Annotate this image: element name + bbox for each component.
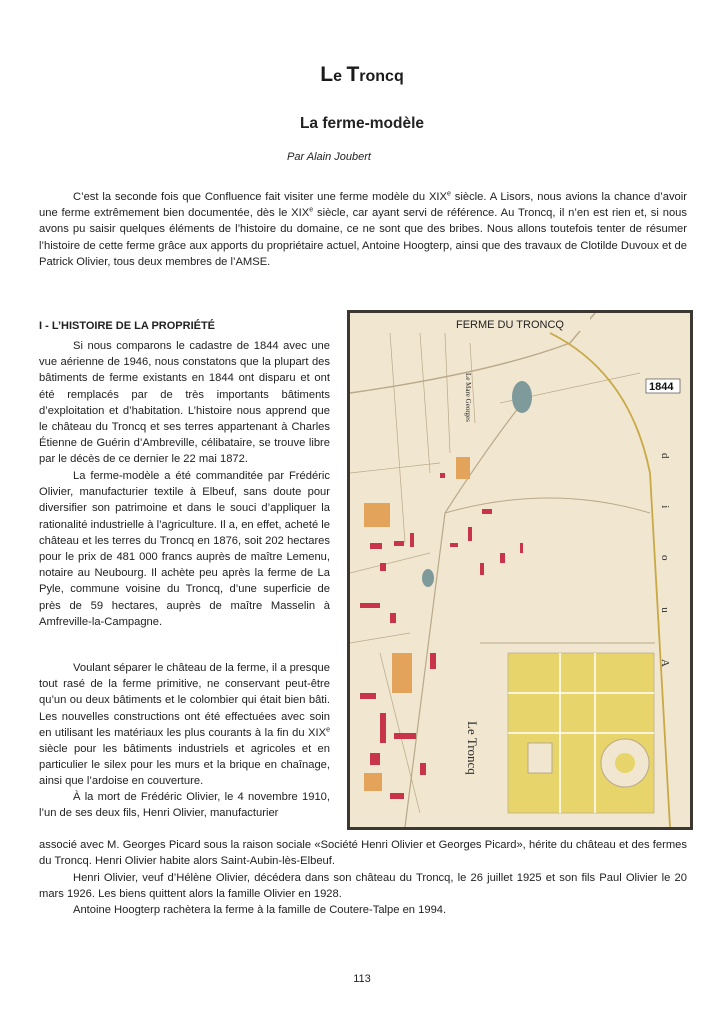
map-road-name: Le Mare Georges (464, 373, 472, 422)
cadastre-map (350, 313, 690, 827)
cadastre-map-figure (347, 310, 693, 830)
map-edge-label: d i o u A (659, 453, 671, 689)
body-paragraph-6: Antoine Hoogterp rachètera la ferme à la famille de Coutere-Talpe en 1994. (73, 904, 447, 916)
map-label: FERME DU TRONCQ (456, 319, 564, 331)
map-village-name: Le Troncq (465, 721, 480, 775)
pond-north (512, 381, 532, 413)
page-number: 113 (353, 973, 371, 985)
section-heading: I - L’HISTOIRE DE LA PROPRIÉTÉ (39, 320, 216, 332)
body-paragraph-2: La ferme-modèle a été commanditée par Frédéric Olivier, manufacturier textile à Elbeuf, sans doute pour diversifier son patrimoine et dans le souci d’appliquer la rationalité industrielle à l’agriculture. Il a, en effet, acheté le château et les terres du Troncq en 1876, soit 202 hectares pour le prix de 481 000 francs auprès de maître Lemenu, notaire au Neubourg. Il achète peu après la ferme de La Pyle, commune voisine du Troncq, d’une superficie de près de 59 hectares, auprès de maître Masselin à Amfreville-la-Campagne. (39, 470, 330, 628)
pond-west (422, 569, 434, 587)
body-paragraph-5: Henri Olivier, veuf d’Hélène Olivier, décédera dans son château du Troncq, le 26 juillet 1925 et son fils Paul Olivier le 20 mars 1926. Les biens quittent alors la famille Olivier en 1928. (39, 872, 687, 901)
body-paragraph-3: Voulant séparer le château de la ferme, il a presque tout rasé de la ferme primitive, ne conservant peut-être qu’un ou deux bâtiments et le colombier qui était bien bâti. Les nouvelles constructions ont été effectuées avec soin en utilisant les matériaux les plus courants à la fin du XIXe siècle pour les bâtiments industriels et agricoles et en particulier le silex pour les murs et la brique en chaînage, ainsi que l’ardoise en couverture. (39, 662, 330, 788)
body-paragraph-4: À la mort de Frédéric Olivier, le 4 novembre 1910, l’un de ses deux fils, Henri Olivier, manufacturier (39, 791, 330, 820)
body-paragraph-1: Si nous comparons le cadastre de 1844 avec une vue aérienne de 1946, nous constatons que la plupart des bâtiments de ferme existants en 1844 ont disparu et ont été remplacés par de très importants bâtiments d’exploitation et d’habitation. L’histoire nous apprend que le château du Troncq et ses terres appartenant à Charles Étienne de Guérin d’Ambreville, célibataire, se trouve libre par le décès de ce dernier le 22 mai 1872. (39, 340, 330, 466)
body-paragraph-4-continued: associé avec M. Georges Picard sous la raison sociale «Société Henri Olivier et Georges Picard», hérite du château et des fermes du Troncq. Henri Olivier habite alors Saint-Aubin-lès-Elbeuf. (39, 839, 687, 868)
intro-paragraph: C’est la seconde fois que Confluence fait visiter une ferme modèle du XIXe siècle. A Lisors, nous avions la chance d’avoir une ferme extrêmement bien documentée, dès le XIXe siècle, car ayant servi de référence. Au Troncq, il n’en est rien et, si nous avons pu saisir quelques éléments de l’histoire du domaine, ce ne sont que des bribes. Nous allons toutefois tenter de résumer l’histoire de cette ferme grâce aux apports du propriétaire actuel, Antoine Hoogterp, ainsi que des travaux de Clotilde Duvoux et de Patrick Olivier, tous deux membres de l’AMSE. (39, 190, 687, 268)
page-subtitle: La ferme-modèle (299, 115, 425, 132)
map-year: 1844 (649, 381, 674, 393)
formal-garden (508, 653, 654, 813)
author-byline: Par Alain Joubert (287, 151, 371, 163)
page-title: Le Troncq (320, 63, 404, 86)
